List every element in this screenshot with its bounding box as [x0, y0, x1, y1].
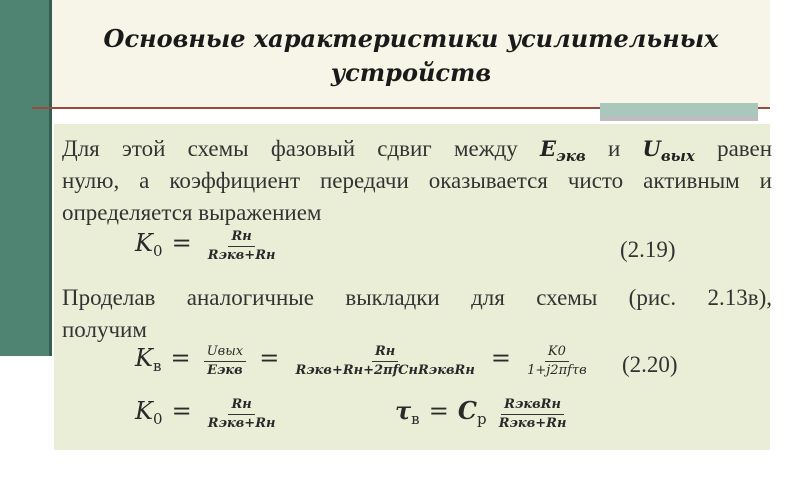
fraction: $\frac{Rн}{\text{Rэкв+Rн}}$ — [207, 397, 276, 431]
equation-k0: K0 = $\frac{Rн}{\text{Rэкв+Rн}}$ — [135, 396, 282, 433]
fraction: $\frac{Rн}{\text{Rэкв+Rн}}$ — [207, 229, 276, 263]
slide-title-line2: устройств — [330, 58, 492, 87]
decor-stripe-grey — [600, 116, 758, 121]
paragraph-1-line-2: нулю, а коэффициент передачи оказывается чисто активным и — [62, 168, 772, 193]
equation-2-19: K0 = $\frac{Rн}{\text{Rэкв+Rн}}$ — [135, 228, 282, 265]
paragraph-2-line-2: получим — [62, 317, 147, 342]
text-segment: и — [607, 136, 621, 161]
fraction: $\frac{Rн}{\text{Rэкв+Rн+2πfCнRэквRн}}$ — [295, 344, 475, 378]
paragraph-2-line-1: Проделав аналогичные выкладки для схемы (рис. 2.13в), — [62, 285, 772, 310]
slide-title — [52, 22, 770, 90]
equation-number-2-19: (2.19) — [620, 237, 676, 262]
decor-stripe-green — [600, 103, 758, 117]
fraction: $\frac{\text{RэквRн}}{\text{Rэкв+Rн}}$ — [498, 397, 567, 431]
paragraph-1-line-3: определяется выражением — [62, 200, 322, 225]
fraction: $\frac{\text{Uвых}}{\text{Eэкв}}$ — [204, 343, 246, 380]
slide-title-line1: Основные характеристики усилительных — [103, 24, 719, 53]
text-segment: Для этой схемы фазовый сдвиг между — [62, 136, 518, 161]
symbol-e-ekv: $E_{экв}$ — [540, 136, 586, 165]
left-accent-bar — [0, 0, 52, 356]
equation-2-20: Kв = $\frac{\text{Uвых}}{\text{Eэкв}}$ = $\frac{Rн}{\text{Rэкв+Rн+2πfCнRэквRн}}$ = $\frac{K0}{\text{1+j2πfτв}}$ — [135, 343, 594, 380]
equation-tau: τв = Cр $\frac{\text{RэквRн}}{\text{Rэкв+Rн}}$ — [395, 396, 573, 433]
text-segment: равен — [717, 136, 773, 161]
equation-number-2-20: (2.20) — [622, 352, 678, 377]
symbol-u-vyh: $U_{вых}$ — [642, 136, 695, 165]
fraction: $\frac{K0}{\text{1+j2πfτв}}$ — [527, 344, 587, 378]
